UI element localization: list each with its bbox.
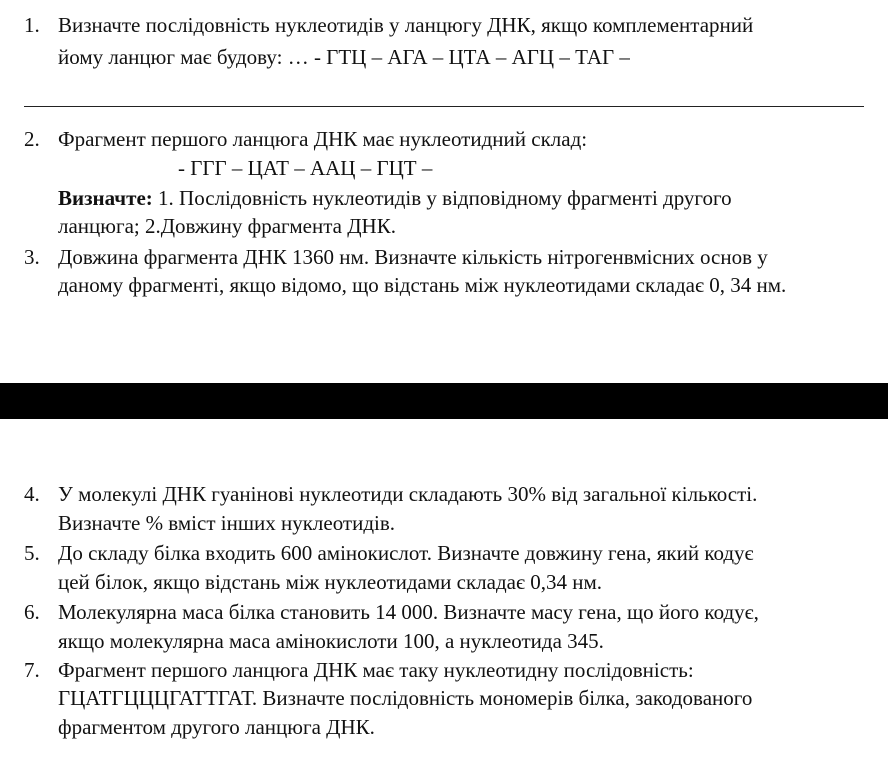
task-2-task-line-2: ланцюга; 2.Довжину фрагмента ДНК.: [58, 214, 396, 238]
task-3-line-1: Довжина фрагмента ДНК 1360 нм. Визначте кількість нітрогенвмісних основ у: [58, 245, 768, 269]
task-1-number: 1.: [24, 13, 40, 37]
task-2-task-line: [58, 185, 732, 211]
task-2-task-rest: 1. Послідовність нуклеотидів у відповідному фрагменті другого: [152, 186, 732, 210]
task-2-task-label: Визначте:: [58, 186, 153, 210]
task-2-number: 2.: [24, 127, 40, 151]
task-7-number: 7.: [24, 658, 40, 682]
task-1-line-1: Визначте послідовність нуклеотидів у ланцюгу ДНК, якщо комплементарний: [58, 13, 754, 37]
task-3-line-2: даному фрагменті, якщо відомо, що відстань між нуклеотидами складає 0, 34 нм.: [58, 273, 787, 297]
task-7-line-2: ГЦАТГЦЦЦГАТТГАТ. Визначте послідовність мономерів білка, закодованого: [58, 686, 753, 710]
task-5-line-2: цей білок, якщо відстань між нуклеотидами складає 0,34 нм.: [58, 570, 603, 594]
task-6-line-1: Молекулярна маса білка становить 14 000. Визначте масу гена, що його кодує,: [58, 600, 759, 624]
task-7-line-1: Фрагмент першого ланцюга ДНК має таку нуклеотидну послідовність:: [58, 658, 694, 682]
black-separator-band: [0, 383, 888, 419]
task-6-number: 6.: [24, 600, 40, 624]
task-2-line-1: Фрагмент першого ланцюга ДНК має нуклеотидний склад:: [58, 127, 588, 151]
task-4-line-2: Визначте % вміст інших нуклеотидів.: [58, 511, 396, 535]
task-1-line-2: йому ланцюг має будову: … - ГТЦ – АГА – ЦТА – АГЦ – ТАГ –: [58, 45, 630, 69]
task-2-sequence: - ГГГ – ЦАТ – ААЦ – ГЦТ –: [178, 156, 433, 180]
task-5-line-1: До складу білка входить 600 амінокислот. Визначте довжину гена, який кодує: [58, 541, 754, 565]
task-7-line-3: фрагментом другого ланцюга ДНК.: [58, 715, 375, 739]
task-3-number: 3.: [24, 245, 40, 269]
horizontal-rule: [24, 106, 864, 107]
task-4-number: 4.: [24, 482, 40, 506]
task-5-number: 5.: [24, 541, 40, 565]
task-6-line-2: якщо молекулярна маса амінокислоти 100, а нуклеотида 345.: [58, 629, 604, 653]
task-4-line-1: У молекулі ДНК гуанінові нуклеотиди складають 30% від загальної кількості.: [58, 482, 758, 506]
